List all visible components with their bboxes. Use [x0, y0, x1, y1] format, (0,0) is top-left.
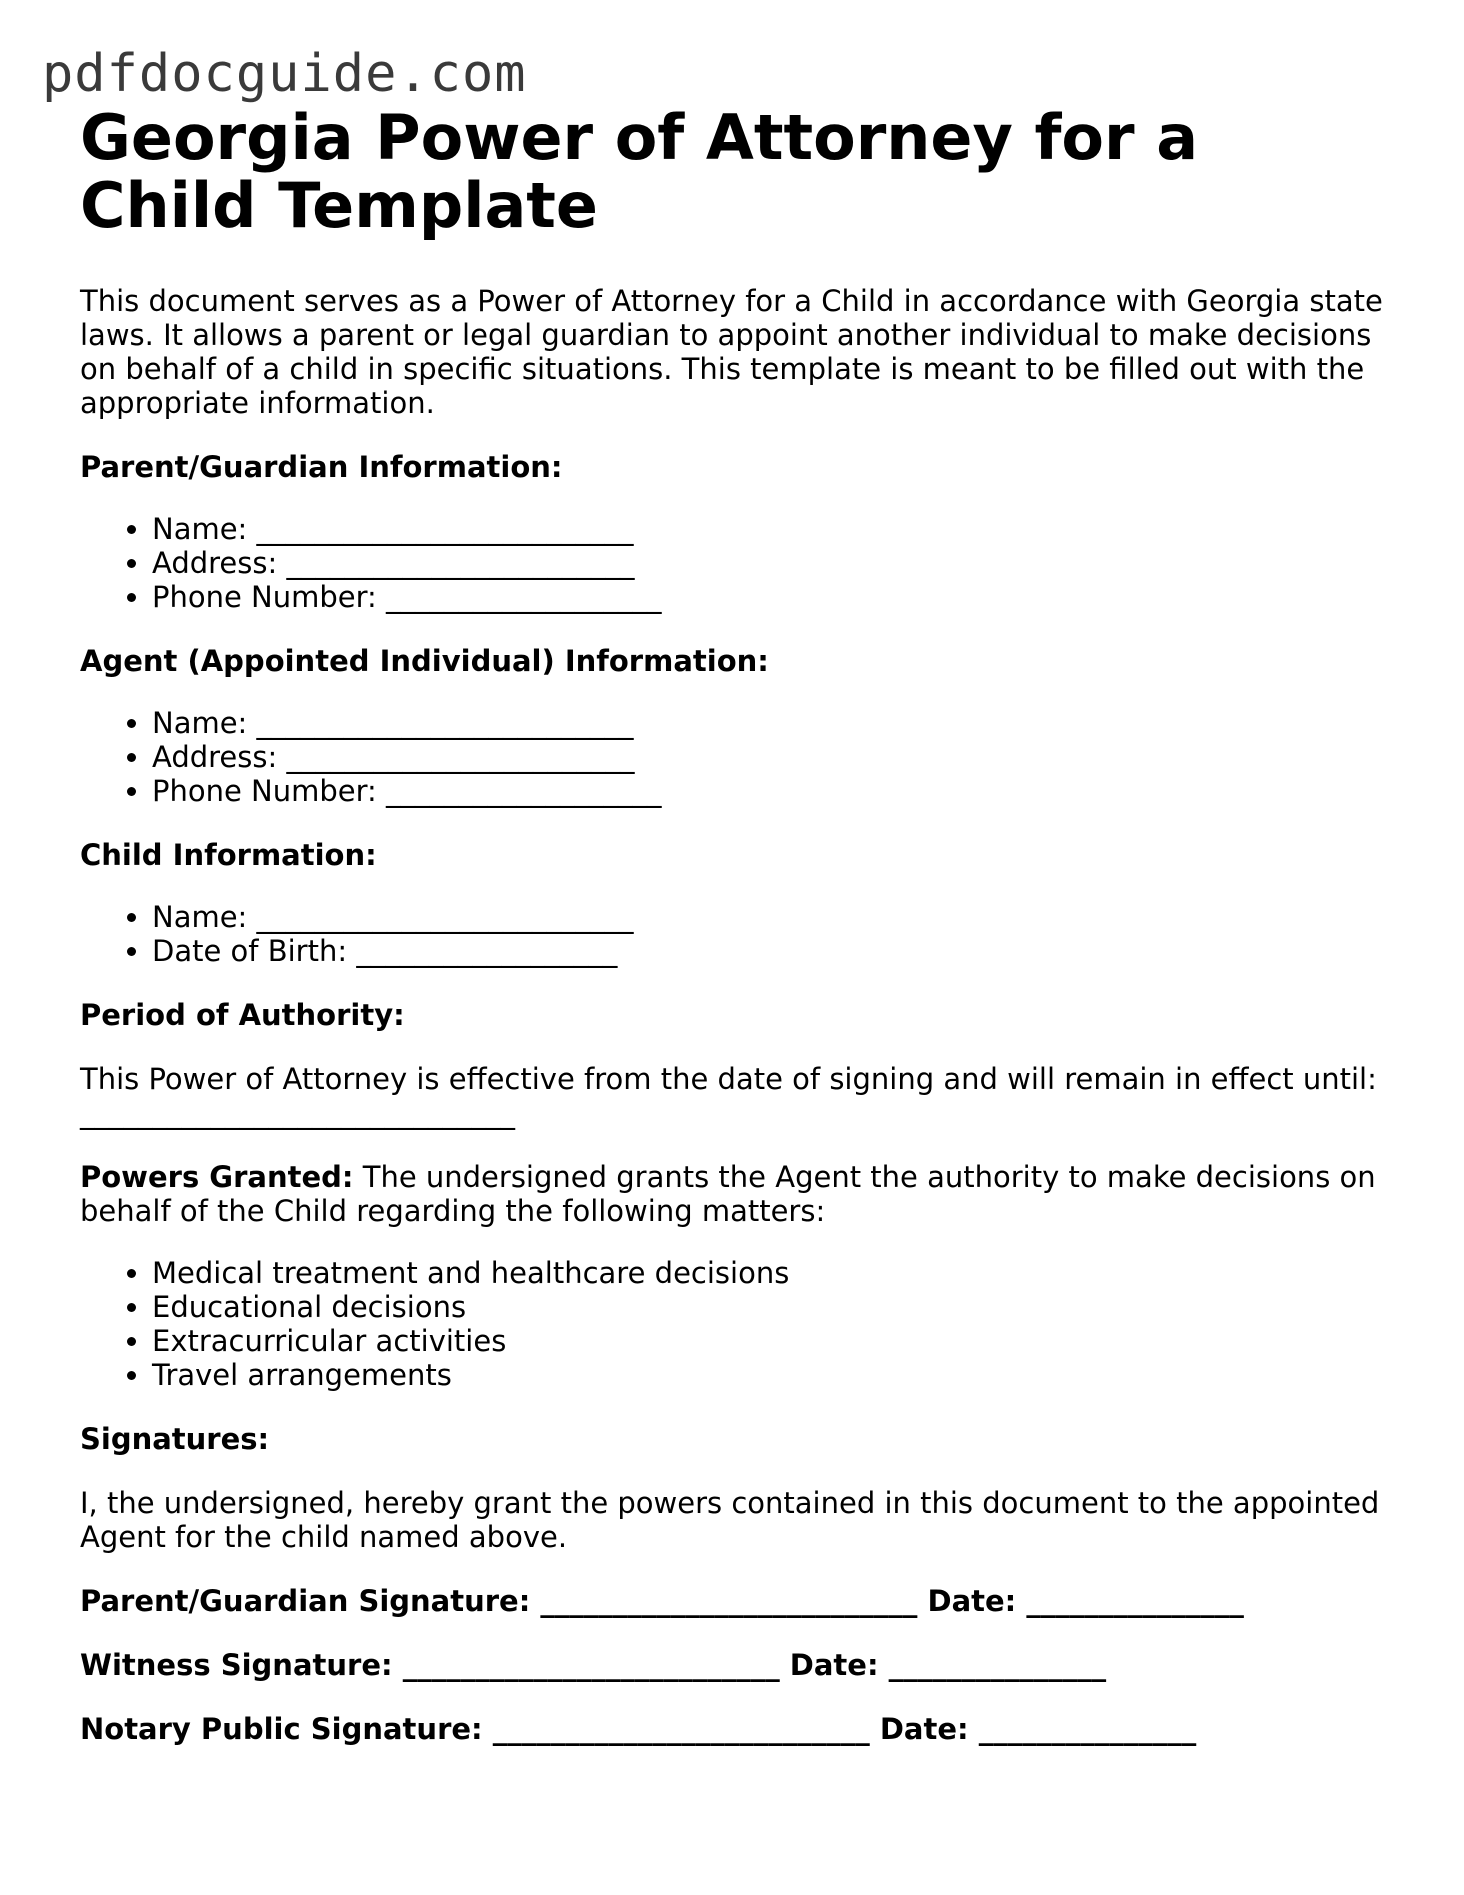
- witness-signature-line[interactable]: Witness Signature: __________________________ Date: _______________: [80, 1648, 1107, 1682]
- power-item: • Educational decisions: [152, 1290, 1390, 1324]
- parent-guardian-heading: Parent/Guardian Information:: [80, 450, 563, 484]
- agent-phone-field[interactable]: • Phone Number: ___________________: [152, 774, 1390, 808]
- agent-fields: [80, 706, 1390, 808]
- agent-heading: Agent (Appointed Individual) Information:: [80, 644, 769, 678]
- powers-text: The undersigned grants the Agent the authority to make decisions on behalf of the Child regarding the following matters:: [80, 1160, 1376, 1228]
- signatures-text: I, the undersigned, hereby grant the powers contained in this document to the appointed Agent for the child named above.: [80, 1486, 1380, 1554]
- agent-address-field[interactable]: • Address: ________________________: [152, 740, 1390, 774]
- power-item: • Medical treatment and healthcare decisions: [152, 1256, 1390, 1290]
- parent-name-field[interactable]: • Name: __________________________: [152, 512, 1390, 546]
- child-heading: Child Information:: [80, 838, 377, 872]
- powers-list: [80, 1256, 1390, 1392]
- watermark-text: pdfdocguide.com: [42, 44, 527, 104]
- parent-guardian-fields: [80, 512, 1390, 614]
- agent-name-field[interactable]: • Name: __________________________: [152, 706, 1390, 740]
- child-dob-field[interactable]: • Date of Birth: __________________: [152, 934, 1390, 968]
- child-fields: [80, 900, 1390, 968]
- period-text[interactable]: This Power of Attorney is effective from the date of signing and will remain in effect until: ______________________________: [80, 1062, 1377, 1130]
- child-name-field[interactable]: • Name: __________________________: [152, 900, 1390, 934]
- powers-heading: Powers Granted:: [80, 1160, 354, 1194]
- powers-paragraph: [80, 1160, 1390, 1228]
- parent-signature-line[interactable]: Parent/Guardian Signature: __________________________ Date: _______________: [80, 1584, 1244, 1618]
- power-item: • Extracurricular activities: [152, 1324, 1390, 1358]
- intro-paragraph: This document serves as a Power of Attorney for a Child in accordance with Georgia state laws. It allows a parent or legal guardian to appoint another individual to make decisions on behalf of a child in specific situations. This template is meant to be filled out with the appropriate information.: [80, 284, 1383, 420]
- document-title: Georgia Power of Attorney for a Child Template: [80, 101, 1199, 242]
- parent-address-field[interactable]: • Address: ________________________: [152, 546, 1390, 580]
- period-heading: Period of Authority:: [80, 998, 405, 1032]
- notary-signature-line[interactable]: Notary Public Signature: __________________________ Date: _______________: [80, 1712, 1197, 1746]
- signatures-heading: Signatures:: [80, 1422, 270, 1456]
- document-page: [80, 101, 1390, 1746]
- parent-phone-field[interactable]: • Phone Number: ___________________: [152, 580, 1390, 614]
- power-item: • Travel arrangements: [152, 1358, 1390, 1392]
